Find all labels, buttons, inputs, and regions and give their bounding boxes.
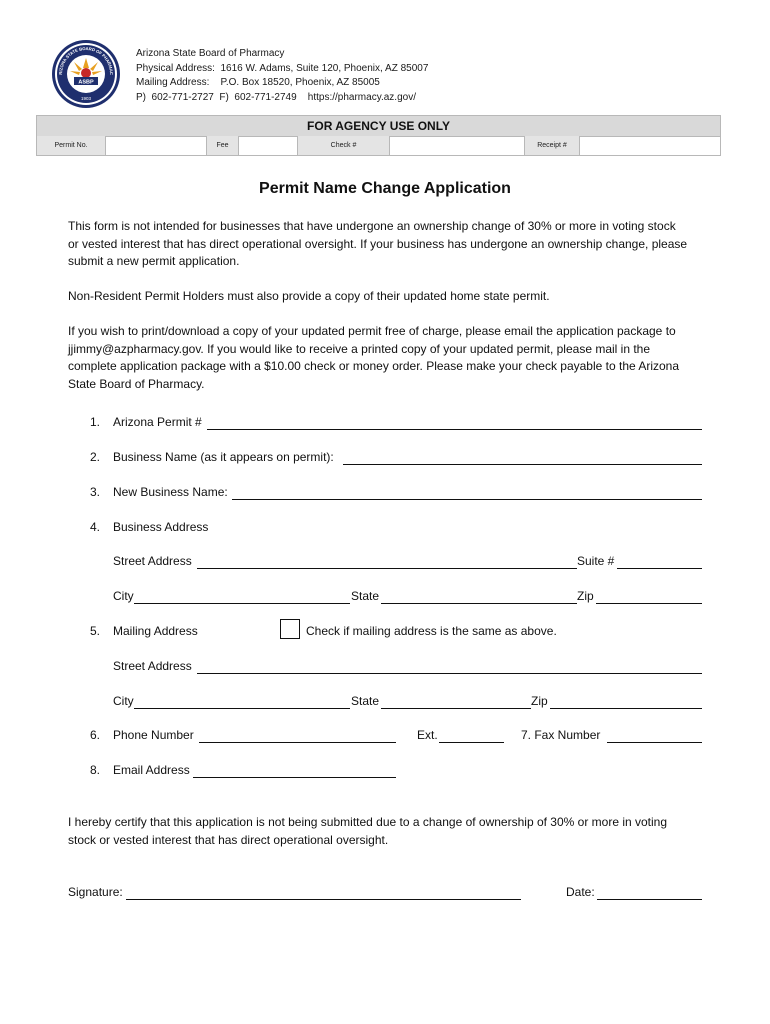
check-label: Check # <box>298 136 390 155</box>
business-suite-field[interactable] <box>617 554 702 569</box>
email-address-field[interactable] <box>193 763 396 778</box>
agency-use-row <box>37 136 720 155</box>
agency-use-box <box>36 115 721 156</box>
new-business-name-label: New Business Name: <box>113 485 228 499</box>
mailing-street-label: Street Address <box>113 659 192 673</box>
business-state-label: State <box>351 589 380 603</box>
business-city-field[interactable] <box>134 589 350 604</box>
arizona-permit-field[interactable] <box>207 415 702 430</box>
fee-field[interactable] <box>239 136 298 155</box>
intro-paragraph-1: This form is not intended for businesses that have undergone an ownership change of 30% or more in voting stock or vested interest that has direct operational oversight. If your business has undergone an ownership change, please submit a new permit application. <box>68 219 688 268</box>
seal-center-text: ASBP <box>78 79 94 86</box>
org-header <box>136 47 428 105</box>
item-number-3: 3. <box>90 485 101 499</box>
permit-no-field[interactable] <box>106 136 207 155</box>
org-name: Arizona State Board of Pharmacy <box>136 48 285 59</box>
item-number-4: 4. <box>90 520 101 534</box>
business-city-label: City <box>113 589 134 603</box>
business-street-field[interactable] <box>197 554 577 569</box>
mailing-address-label: Mailing Address <box>113 624 198 638</box>
ext-label: Ext. <box>417 728 438 742</box>
phone-number-label: Phone Number <box>113 728 194 742</box>
same-address-label: Check if mailing address is the same as above. <box>306 624 557 638</box>
mailing-zip-label: Zip <box>531 694 548 708</box>
mailing-city-field[interactable] <box>134 694 350 709</box>
item-number-2: 2. <box>90 450 101 464</box>
contact-info: P) 602-771-2727 F) 602-771-2749 https://pharmacy.az.gov/ <box>136 91 416 103</box>
fax-number-field[interactable] <box>607 728 702 743</box>
new-business-name-field[interactable] <box>232 485 702 500</box>
item-number-8: 8. <box>90 763 101 777</box>
fax-number-label: 7. Fax Number <box>521 728 601 742</box>
email-address-label: Email Address <box>113 763 190 777</box>
permit-no-label: Permit No. <box>37 136 106 155</box>
date-field[interactable] <box>597 885 702 900</box>
agency-use-title: FOR AGENCY USE ONLY <box>37 116 720 137</box>
item-number-1: 1. <box>90 415 101 429</box>
business-suite-label: Suite # <box>577 554 615 568</box>
form-title: Permit Name Change Application <box>259 180 511 197</box>
ext-field[interactable] <box>439 728 504 743</box>
item-number-5: 5. <box>90 624 101 638</box>
mailing-city-label: City <box>113 694 134 708</box>
fee-label: Fee <box>207 136 239 155</box>
business-zip-label: Zip <box>577 589 594 603</box>
mailing-street-field[interactable] <box>197 659 702 674</box>
mailing-zip-field[interactable] <box>550 694 702 709</box>
signature-field[interactable] <box>126 885 521 900</box>
business-name-label: Business Name (as it appears on permit): <box>113 450 334 464</box>
signature-label: Signature: <box>68 885 123 899</box>
arizona-permit-label: Arizona Permit # <box>113 415 202 429</box>
business-zip-field[interactable] <box>596 589 702 604</box>
phone-number-field[interactable] <box>199 728 396 743</box>
physical-address: Physical Address: 1616 W. Adams, Suite 120, Phoenix, AZ 85007 <box>136 62 429 74</box>
business-state-field[interactable] <box>381 589 577 604</box>
same-address-checkbox[interactable] <box>280 619 300 639</box>
business-street-label: Street Address <box>113 554 192 568</box>
business-name-field[interactable] <box>343 450 702 465</box>
receipt-label: Receipt # <box>525 136 580 155</box>
seal-ring-text: RIZONA STATE BOARD OF PHARMAC <box>57 45 115 75</box>
mailing-state-label: State <box>351 694 380 708</box>
date-label: Date: <box>566 885 595 899</box>
mailing-state-field[interactable] <box>381 694 531 709</box>
seal-year-text: 1903 <box>80 96 92 101</box>
certification-text: I hereby certify that this application is not being submitted due to a change of ownership of 30% or more in voting stock or vested interest that has direct operational oversight. <box>68 815 668 847</box>
check-field[interactable] <box>390 136 525 155</box>
board-seal-logo <box>50 38 122 110</box>
intro-paragraph-3: If you wish to print/download a copy of your updated permit free of charge, please email the application package to jjimmy@azpharmacy.gov. If you would like to receive a printed copy of your updated permit, please mail in the complete application package with a $10.00 check or money order. Please make your check payable to the Arizona State Board of Pharmacy. <box>68 324 680 391</box>
mailing-address: Mailing Address: P.O. Box 18520, Phoenix, AZ 85005 <box>136 77 380 88</box>
business-address-label: Business Address <box>113 520 209 534</box>
intro-paragraph-2: Non-Resident Permit Holders must also provide a copy of their updated home state permit. <box>68 289 550 303</box>
item-number-6: 6. <box>90 728 101 742</box>
receipt-field[interactable] <box>580 136 720 155</box>
